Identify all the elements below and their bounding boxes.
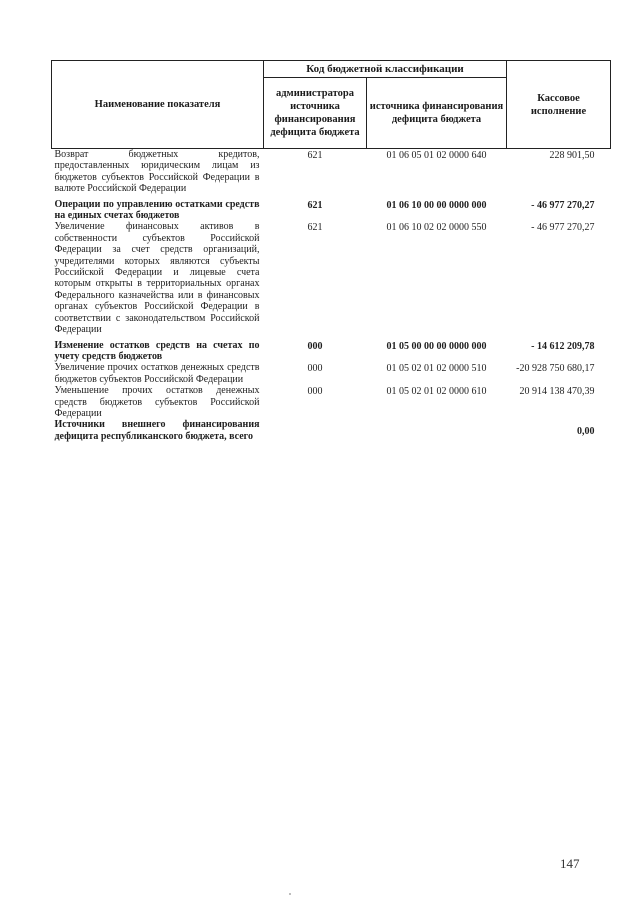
row-admin-code: 621 [307, 150, 323, 161]
table-row [52, 199, 611, 222]
row-admin-code [264, 419, 367, 442]
table-row [52, 385, 611, 419]
row-name: Увеличение прочих остатков денежных средств бюджетов субъектов Российской Федерации [54, 362, 260, 385]
row-kbk-code [367, 419, 507, 442]
row-name: Операции по управлению остатками средств на единых счетах бюджетов [54, 198, 260, 222]
scan-speck [289, 893, 291, 895]
row-kbk-code: 01 06 10 00 00 0000 000 [386, 199, 487, 211]
table-row [52, 340, 611, 363]
row-admin-code: 621 [307, 222, 323, 234]
column-header-source: источника финансирования дефицита бюджета [367, 78, 507, 149]
row-name: Источники внешнего финансирования дефицита республиканского бюджета, всего [54, 419, 260, 442]
row-kbk-code: 01 05 00 00 00 0000 000 [386, 340, 487, 352]
row-admin-code: 000 [307, 340, 323, 352]
table-row [52, 221, 611, 335]
row-amount: -20 928 750 680,17 [516, 363, 595, 375]
row-name: Изменение остатков средств на счетах по учету средств бюджетов [54, 339, 260, 362]
row-kbk-code: 01 06 05 01 02 0000 640 [386, 150, 487, 161]
row-kbk-code: 01 05 02 01 02 0000 610 [386, 386, 487, 398]
row-amount: 228 901,50 [549, 150, 595, 161]
column-header-name: Наименование показателя [52, 61, 264, 149]
budget-sources-table [51, 60, 611, 442]
row-kbk-code: 01 06 10 02 02 0000 550 [386, 222, 487, 234]
row-admin-code: 000 [307, 363, 323, 375]
column-header-admin: администратора источника финансирования дефицита бюджета [264, 78, 367, 149]
row-name: Увеличение финансовых активов в собственности субъектов Российской Федерации за счет средств организаций, учредителями которых являются субъекты Российской Федерации и лицевые счета которым открыты в территориальных органах Федерального казначейства или в финансовых органах субъектов Российской Федерации в соответствии с законодательством Российской Федерации [54, 221, 260, 336]
row-kbk-code: 01 05 02 01 02 0000 510 [386, 363, 487, 375]
table-row [52, 419, 611, 442]
row-admin-code: 621 [307, 199, 323, 211]
table-row [52, 362, 611, 385]
table-row [52, 149, 611, 195]
row-amount: 0,00 [577, 425, 595, 437]
page-number: 147 [560, 856, 580, 871]
row-name: Уменьшение прочих остатков денежных средств бюджетов субъектов Российской Федерации [54, 385, 260, 419]
row-admin-code: 000 [307, 386, 323, 398]
column-header-code-group: Код бюджетной классификации [264, 61, 507, 78]
row-amount: - 46 977 270,27 [531, 199, 595, 211]
row-amount: 20 914 138 470,39 [519, 386, 595, 398]
row-name: Возврат бюджетных кредитов, предоставленных юридическим лицам из бюджетов субъектов Российской Федерации в валюте Российской Федерации [54, 149, 260, 195]
row-amount: - 14 612 209,78 [531, 340, 595, 352]
row-amount: - 46 977 270,27 [531, 222, 595, 234]
column-header-execution: Кассовое исполнение [507, 61, 611, 149]
